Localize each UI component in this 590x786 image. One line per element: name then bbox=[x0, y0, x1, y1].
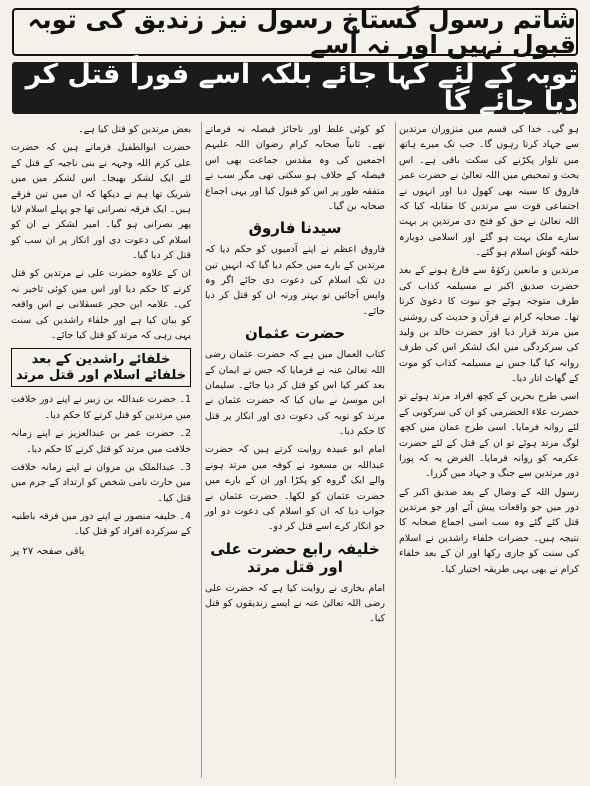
list-item: 3۔ عبدالملک بن مروان نے اپنے زمانہ خلافت میں حارث نامی شخص کو ارتداد کے جرم میں قتل کیا۔ bbox=[11, 461, 191, 504]
paragraph: امام ابو عبیدہ روایت کرتے ہیں کہ حضرت عبداللہ بن مسعود نے کوفہ میں مرتد ہونے والے ایک گروہ کو پکڑا اور ان کے بارے میں حضرت عثمان کو لکھا۔ حضرت عثمان نے جواب دیا کہ ان کو اسلام کی دعوت دو اور جو انکار کرے اسے قتل کر دو۔ bbox=[205, 444, 385, 533]
paragraph: امام بخاری نے روایت کیا ہے کہ حضرت علی رضی اللہ تعالیٰ عنہ نے ایسے زندیقوں کو قتل کیا۔ bbox=[205, 582, 385, 625]
column-middle bbox=[201, 122, 388, 778]
subheading-farooq: سیدنا فاروق bbox=[248, 219, 342, 238]
subheading-usman: حضرت عثمان bbox=[244, 324, 346, 343]
paragraph: فاروق اعظم نے اپنے آدمیوں کو حکم دیا کہ مرتدین کے بارے میں حکم دیا گیا کہ انہیں تین دن تک اسلام کی دعوت دی جائے اگر وہ واپس آجائیں تو بہتر ورنہ ان کو قتل کر دیا جائے۔ bbox=[205, 244, 385, 317]
subheading-caliphs: خلفائے راشدین کے بعد خلفائے اسلام اور قتل مرتد bbox=[11, 348, 191, 387]
paragraph: کو کوئی غلط اور ناجائز فیصلہ نہ فرماتے تھے۔ ثانیاً صحابہ کرام رضوان اللہ علیہم اجمعین کی وہ مقدس جماعت بھی اس فیصلہ کے خلاف ہو سکتی تھی مگر سب نے متفقہ طور پر اس کو قبول کیا اور یہی اجماع صحابہ بن گیا۔ bbox=[205, 124, 385, 212]
paragraph: کتاب العمال میں ہے کہ حضرت عثمان رضی اللہ تعالیٰ عنہ نے فرمایا کہ جس نے ایمان کے بعد کفر کیا اس کو قتل کر دیا جائے۔ سلیمان ابن موسیٰ نے بیان کیا کہ حضرت عثمان نے مرتد کو توبہ کی دعوت دی اور انکار پر قتل کا حکم دیا۔ bbox=[205, 349, 385, 437]
paragraph: بعض مرتدین کو قتل کیا ہے۔ bbox=[78, 124, 191, 135]
column-left bbox=[8, 122, 194, 778]
paragraph: حضرت ابوالطفیل فرماتے ہیں کہ حضرت علی کرم اللہ وجہہ نے بنی ناجیہ کے قتل کے لئے ایک لشکر بھیجا۔ اس لشکر میں میں شریک تھا ہم نے دیکھا کہ ان میں تین فرقے ہیں۔ ایک فرقہ نصرانی تھا جو پہلے اسلام لایا پھر نصرانی ہو گیا۔ امیر لشکر نے ان کو اسلام کی دعوت دی اور انکار پر ان سب کو قتل کر دیا گیا۔ bbox=[11, 142, 191, 261]
paragraph: رسول اللہ کے وصال کے بعد صدیق اکبر کے دور میں جو واقعات پیش آئے اور جو مرتدین قتل کئے گئے وہ سب اسی اجماع صحابہ کا نتیجہ ہیں۔ حضرات خلفاء راشدین نے اسلام کی سنت کو جاری رکھا اور ان کے بعد خلفاء کرام نے بھی یہی طریقہ اختیار کیا۔ bbox=[399, 486, 579, 575]
article-columns bbox=[8, 122, 582, 778]
subheading-ali: خلیفہ رابع حضرت علی اور قتل مرتد bbox=[210, 539, 380, 576]
continued-note: باقی صفحہ ۲۷ پر bbox=[11, 545, 85, 557]
headline-line-1: شاتم رسول گستاخ رسول نیز زندیق کی توبہ قبول نہیں اور نہ اُسے bbox=[12, 8, 578, 56]
list-item: 1۔ حضرت عبداللہ بن زبیر نے اپنے دور خلافت میں مرتدین کو قتل کرنے کا حکم دیا۔ bbox=[11, 394, 191, 421]
list-item: 4۔ خلیفہ منصور نے اپنے دور میں فرقہ باطنیہ کے سرکردہ افراد کو قتل کیا۔ bbox=[11, 511, 191, 538]
paragraph: اسی طرح بحرین کے کچھ افراد مرتد ہوئے تو حضرت علاء الحضرمی کو ان کی سرکوبی کے لئے روانہ فرمایا۔ اسی طرح عمان میں کچھ لوگ مرتد ہوئے تو ان کے قتل کے لئے حضرت عکرمہ کو روانہ فرمایا۔ الغرض یہ کہ پورا دور مرتدین سے جنگ و جہاد میں گزرا۔ bbox=[399, 391, 579, 480]
headline-line-2: توبہ کے لئے کہا جائے بلکہ اسے فوراً قتل کر دیا جائے گا bbox=[12, 62, 578, 114]
paragraph: ان کے علاوہ حضرت علی نے مرتدین کو قتل کرنے کا حکم دیا اور اس میں کوئی تاخیر نہ کی۔ علامہ ابن حجر عسقلانی نے اس واقعہ کو بیان کیا ہے اور خلفاء راشدین کی سنت یہی رہی کہ مرتد کو قتل کیا جائے۔ bbox=[11, 268, 191, 341]
paragraph: ہو گی۔ خدا کی قسم میں منزوران مرتدین سے جہاد کرتا رہوں گا۔ جب تک میرے ہاتھ میں تلوار پکڑنے کی سکت باقی ہے۔ اس بحث و تمحیص میں اللہ تعالیٰ نے حضرت عمر فاروق کا سینہ بھی کھول دیا اور انہوں نے اجتماعی قوت سے مرتدین کا مقابلہ کیا کہ اللہ تعالیٰ نے حق کو فتح دی مرتدین پر بہت سارے ملک بہت ہو گئے اور اسلامی دوبارہ حلقہ گوش اسلام ہو گئے۔ bbox=[399, 124, 579, 258]
column-right bbox=[395, 122, 582, 778]
paragraph: مرتدین و مانعین زکوٰۃ سے فارغ ہونے کے بعد حضرت صدیق اکبر نے مسیلمہ کذاب کی طرف متوجہ ہوئے جو نبوت کا دعویٰ کرتا تھا۔ صحابہ کرام نے قرآن و حدیث کی روشنی میں مرتد قرار دیا اور حضرت خالد بن ولید کی سرکردگی میں ایک لشکر اس کی طرف روانہ کیا گیا جس نے مسیلمہ کذاب کو موت کے گھاٹ اتار دیا۔ bbox=[399, 265, 579, 384]
list-item: 2۔ حضرت عمر بن عبدالعزیز نے اپنے زمانہ خلافت میں مرتد کو قتل کرنے کا حکم دیا۔ bbox=[11, 428, 191, 455]
